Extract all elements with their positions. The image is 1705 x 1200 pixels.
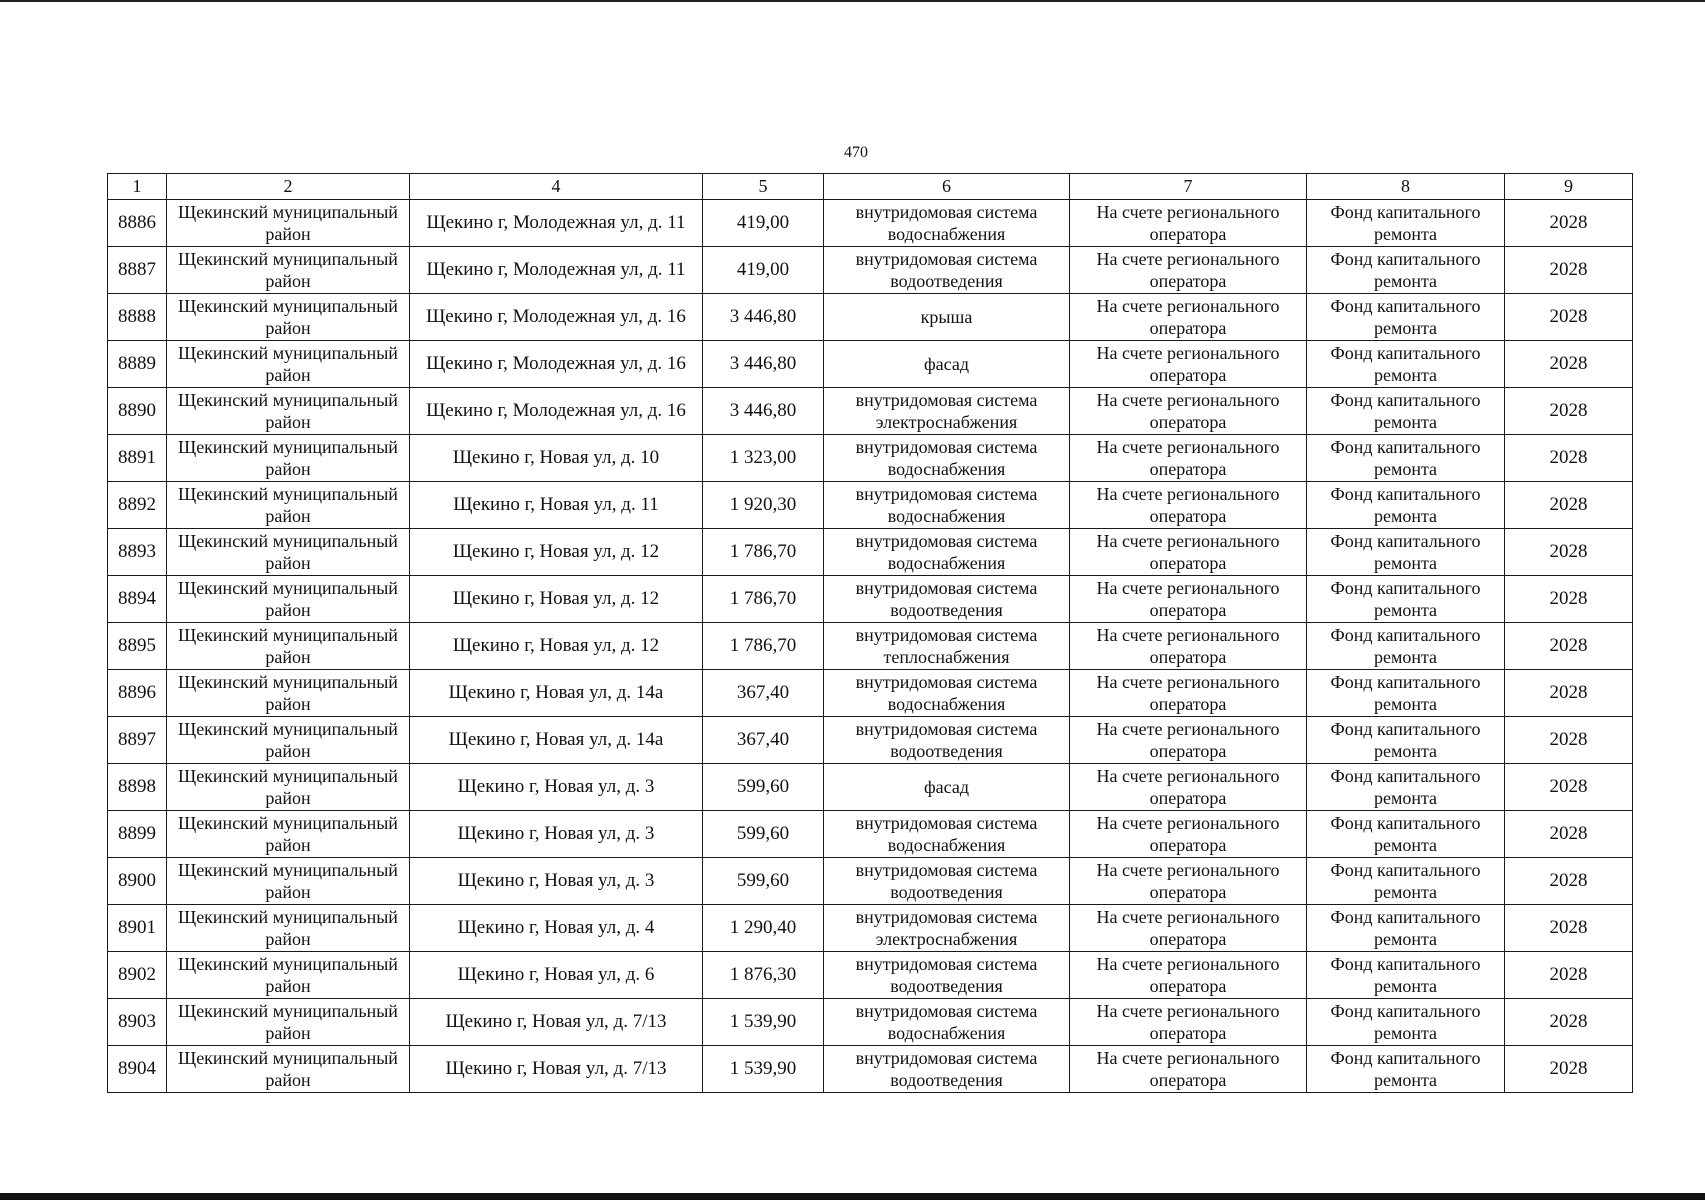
account-cell: На счете регионального оператора — [1070, 435, 1307, 482]
area-cell: 1 786,70 — [703, 576, 824, 623]
work-type-cell: фасад — [824, 764, 1070, 811]
funding-source-cell: Фонд капитального ремонта — [1307, 247, 1505, 294]
account-cell: На счете регионального оператора — [1070, 388, 1307, 435]
row-number-cell: 8890 — [108, 388, 167, 435]
district-cell: Щекинский муниципальный район — [167, 623, 410, 670]
row-number-cell: 8897 — [108, 717, 167, 764]
row-number-cell: 8893 — [108, 529, 167, 576]
area-cell: 367,40 — [703, 670, 824, 717]
column-header: 2 — [167, 174, 410, 200]
table-row — [108, 247, 1633, 294]
row-number-cell: 8887 — [108, 247, 167, 294]
row-number-cell: 8896 — [108, 670, 167, 717]
row-number-cell: 8889 — [108, 341, 167, 388]
funding-source-cell: Фонд капитального ремонта — [1307, 1046, 1505, 1093]
address-cell: Щекино г, Новая ул, д. 12 — [410, 576, 703, 623]
area-cell: 1 786,70 — [703, 623, 824, 670]
row-number-cell: 8898 — [108, 764, 167, 811]
account-cell: На счете регионального оператора — [1070, 247, 1307, 294]
table-body — [108, 200, 1633, 1093]
funding-source-cell: Фонд капитального ремонта — [1307, 764, 1505, 811]
district-cell: Щекинский муниципальный район — [167, 576, 410, 623]
address-cell: Щекино г, Молодежная ул, д. 16 — [410, 341, 703, 388]
row-number-cell: 8899 — [108, 811, 167, 858]
column-header: 4 — [410, 174, 703, 200]
funding-source-cell: Фонд капитального ремонта — [1307, 341, 1505, 388]
account-cell: На счете регионального оператора — [1070, 576, 1307, 623]
row-number-cell: 8901 — [108, 905, 167, 952]
district-cell: Щекинский муниципальный район — [167, 811, 410, 858]
work-type-cell: внутридомовая система водоотведения — [824, 717, 1070, 764]
district-cell: Щекинский муниципальный район — [167, 247, 410, 294]
area-cell: 1 290,40 — [703, 905, 824, 952]
address-cell: Щекино г, Молодежная ул, д. 11 — [410, 247, 703, 294]
district-cell: Щекинский муниципальный район — [167, 482, 410, 529]
account-cell: На счете регионального оператора — [1070, 952, 1307, 999]
table-row — [108, 576, 1633, 623]
work-type-cell: внутридомовая система электроснабжения — [824, 388, 1070, 435]
year-cell: 2028 — [1505, 341, 1633, 388]
area-cell: 1 539,90 — [703, 1046, 824, 1093]
table-row — [108, 623, 1633, 670]
table-row — [108, 200, 1633, 247]
work-type-cell: внутридомовая система водоснабжения — [824, 811, 1070, 858]
address-cell: Щекино г, Молодежная ул, д. 16 — [410, 388, 703, 435]
address-cell: Щекино г, Новая ул, д. 12 — [410, 623, 703, 670]
funding-source-cell: Фонд капитального ремонта — [1307, 670, 1505, 717]
funding-source-cell: Фонд капитального ремонта — [1307, 576, 1505, 623]
row-number-cell: 8891 — [108, 435, 167, 482]
column-header: 5 — [703, 174, 824, 200]
work-type-cell: внутридомовая система водоснабжения — [824, 200, 1070, 247]
table-row — [108, 388, 1633, 435]
year-cell: 2028 — [1505, 764, 1633, 811]
top-scan-edge — [0, 0, 1705, 2]
year-cell: 2028 — [1505, 670, 1633, 717]
account-cell: На счете регионального оператора — [1070, 1046, 1307, 1093]
table-row — [108, 670, 1633, 717]
account-cell: На счете регионального оператора — [1070, 200, 1307, 247]
year-cell: 2028 — [1505, 1046, 1633, 1093]
header-row — [108, 174, 1633, 200]
address-cell: Щекино г, Новая ул, д. 3 — [410, 764, 703, 811]
district-cell: Щекинский муниципальный район — [167, 670, 410, 717]
district-cell: Щекинский муниципальный район — [167, 1046, 410, 1093]
district-cell: Щекинский муниципальный район — [167, 905, 410, 952]
column-header: 8 — [1307, 174, 1505, 200]
year-cell: 2028 — [1505, 294, 1633, 341]
row-number-cell: 8895 — [108, 623, 167, 670]
table-row — [108, 858, 1633, 905]
work-type-cell: крыша — [824, 294, 1070, 341]
year-cell: 2028 — [1505, 529, 1633, 576]
area-cell: 1 786,70 — [703, 529, 824, 576]
row-number-cell: 8902 — [108, 952, 167, 999]
funding-source-cell: Фонд капитального ремонта — [1307, 858, 1505, 905]
account-cell: На счете регионального оператора — [1070, 858, 1307, 905]
year-cell: 2028 — [1505, 576, 1633, 623]
table-row — [108, 905, 1633, 952]
table-row — [108, 341, 1633, 388]
area-cell: 1 876,30 — [703, 952, 824, 999]
account-cell: На счете регионального оператора — [1070, 717, 1307, 764]
page-number: 470 — [844, 144, 868, 161]
row-number-cell: 8892 — [108, 482, 167, 529]
district-cell: Щекинский муниципальный район — [167, 717, 410, 764]
column-header: 1 — [108, 174, 167, 200]
work-type-cell: внутридомовая система водоотведения — [824, 247, 1070, 294]
address-cell: Щекино г, Молодежная ул, д. 16 — [410, 294, 703, 341]
bottom-scan-edge — [0, 1193, 1705, 1200]
district-cell: Щекинский муниципальный район — [167, 435, 410, 482]
address-cell: Щекино г, Новая ул, д. 11 — [410, 482, 703, 529]
year-cell: 2028 — [1505, 717, 1633, 764]
work-type-cell: внутридомовая система электроснабжения — [824, 905, 1070, 952]
year-cell: 2028 — [1505, 811, 1633, 858]
work-type-cell: внутридомовая система водоснабжения — [824, 529, 1070, 576]
year-cell: 2028 — [1505, 482, 1633, 529]
area-cell: 3 446,80 — [703, 294, 824, 341]
table-row — [108, 764, 1633, 811]
area-cell: 599,60 — [703, 764, 824, 811]
funding-source-cell: Фонд капитального ремонта — [1307, 529, 1505, 576]
address-cell: Щекино г, Новая ул, д. 7/13 — [410, 1046, 703, 1093]
area-cell: 419,00 — [703, 247, 824, 294]
area-cell: 599,60 — [703, 811, 824, 858]
funding-source-cell: Фонд капитального ремонта — [1307, 623, 1505, 670]
capital-repair-table — [107, 173, 1633, 1093]
column-header: 7 — [1070, 174, 1307, 200]
column-header: 9 — [1505, 174, 1633, 200]
funding-source-cell: Фонд капитального ремонта — [1307, 952, 1505, 999]
address-cell: Щекино г, Новая ул, д. 3 — [410, 858, 703, 905]
funding-source-cell: Фонд капитального ремонта — [1307, 482, 1505, 529]
year-cell: 2028 — [1505, 858, 1633, 905]
district-cell: Щекинский муниципальный район — [167, 388, 410, 435]
account-cell: На счете регионального оператора — [1070, 294, 1307, 341]
area-cell: 1 920,30 — [703, 482, 824, 529]
row-number-cell: 8903 — [108, 999, 167, 1046]
funding-source-cell: Фонд капитального ремонта — [1307, 200, 1505, 247]
account-cell: На счете регионального оператора — [1070, 529, 1307, 576]
district-cell: Щекинский муниципальный район — [167, 999, 410, 1046]
account-cell: На счете регионального оператора — [1070, 670, 1307, 717]
table-row — [108, 482, 1633, 529]
work-type-cell: внутридомовая система водоснабжения — [824, 999, 1070, 1046]
column-header: 6 — [824, 174, 1070, 200]
account-cell: На счете регионального оператора — [1070, 905, 1307, 952]
year-cell: 2028 — [1505, 905, 1633, 952]
address-cell: Щекино г, Новая ул, д. 4 — [410, 905, 703, 952]
table-row — [108, 529, 1633, 576]
work-type-cell: внутридомовая система водоотведения — [824, 1046, 1070, 1093]
year-cell: 2028 — [1505, 435, 1633, 482]
work-type-cell: внутридомовая система водоснабжения — [824, 435, 1070, 482]
area-cell: 1 539,90 — [703, 999, 824, 1046]
funding-source-cell: Фонд капитального ремонта — [1307, 811, 1505, 858]
row-number-cell: 8900 — [108, 858, 167, 905]
funding-source-cell: Фонд капитального ремонта — [1307, 294, 1505, 341]
district-cell: Щекинский муниципальный район — [167, 764, 410, 811]
account-cell: На счете регионального оператора — [1070, 811, 1307, 858]
work-type-cell: внутридомовая система водоотведения — [824, 576, 1070, 623]
address-cell: Щекино г, Новая ул, д. 7/13 — [410, 999, 703, 1046]
area-cell: 1 323,00 — [703, 435, 824, 482]
area-cell: 3 446,80 — [703, 341, 824, 388]
work-type-cell: внутридомовая система теплоснабжения — [824, 623, 1070, 670]
table-row — [108, 717, 1633, 764]
work-type-cell: внутридомовая система водоотведения — [824, 952, 1070, 999]
row-number-cell: 8894 — [108, 576, 167, 623]
table-row — [108, 811, 1633, 858]
table-row — [108, 1046, 1633, 1093]
account-cell: На счете регионального оператора — [1070, 623, 1307, 670]
year-cell: 2028 — [1505, 623, 1633, 670]
account-cell: На счете регионального оператора — [1070, 482, 1307, 529]
row-number-cell: 8904 — [108, 1046, 167, 1093]
funding-source-cell: Фонд капитального ремонта — [1307, 388, 1505, 435]
year-cell: 2028 — [1505, 952, 1633, 999]
table-row — [108, 999, 1633, 1046]
address-cell: Щекино г, Новая ул, д. 14а — [410, 717, 703, 764]
area-cell: 3 446,80 — [703, 388, 824, 435]
funding-source-cell: Фонд капитального ремонта — [1307, 905, 1505, 952]
district-cell: Щекинский муниципальный район — [167, 858, 410, 905]
address-cell: Щекино г, Новая ул, д. 3 — [410, 811, 703, 858]
row-number-cell: 8888 — [108, 294, 167, 341]
work-type-cell: внутридомовая система водоснабжения — [824, 670, 1070, 717]
funding-source-cell: Фонд капитального ремонта — [1307, 717, 1505, 764]
area-cell: 419,00 — [703, 200, 824, 247]
address-cell: Щекино г, Новая ул, д. 6 — [410, 952, 703, 999]
area-cell: 599,60 — [703, 858, 824, 905]
year-cell: 2028 — [1505, 247, 1633, 294]
address-cell: Щекино г, Новая ул, д. 14а — [410, 670, 703, 717]
area-cell: 367,40 — [703, 717, 824, 764]
table-row — [108, 294, 1633, 341]
year-cell: 2028 — [1505, 388, 1633, 435]
district-cell: Щекинский муниципальный район — [167, 529, 410, 576]
work-type-cell: внутридомовая система водоснабжения — [824, 482, 1070, 529]
work-type-cell: внутридомовая система водоотведения — [824, 858, 1070, 905]
table-row — [108, 952, 1633, 999]
account-cell: На счете регионального оператора — [1070, 999, 1307, 1046]
address-cell: Щекино г, Новая ул, д. 10 — [410, 435, 703, 482]
work-type-cell: фасад — [824, 341, 1070, 388]
funding-source-cell: Фонд капитального ремонта — [1307, 999, 1505, 1046]
address-cell: Щекино г, Молодежная ул, д. 11 — [410, 200, 703, 247]
address-cell: Щекино г, Новая ул, д. 12 — [410, 529, 703, 576]
year-cell: 2028 — [1505, 999, 1633, 1046]
table-row — [108, 435, 1633, 482]
funding-source-cell: Фонд капитального ремонта — [1307, 435, 1505, 482]
account-cell: На счете регионального оператора — [1070, 764, 1307, 811]
row-number-cell: 8886 — [108, 200, 167, 247]
district-cell: Щекинский муниципальный район — [167, 294, 410, 341]
district-cell: Щекинский муниципальный район — [167, 200, 410, 247]
district-cell: Щекинский муниципальный район — [167, 952, 410, 999]
year-cell: 2028 — [1505, 200, 1633, 247]
account-cell: На счете регионального оператора — [1070, 341, 1307, 388]
district-cell: Щекинский муниципальный район — [167, 341, 410, 388]
